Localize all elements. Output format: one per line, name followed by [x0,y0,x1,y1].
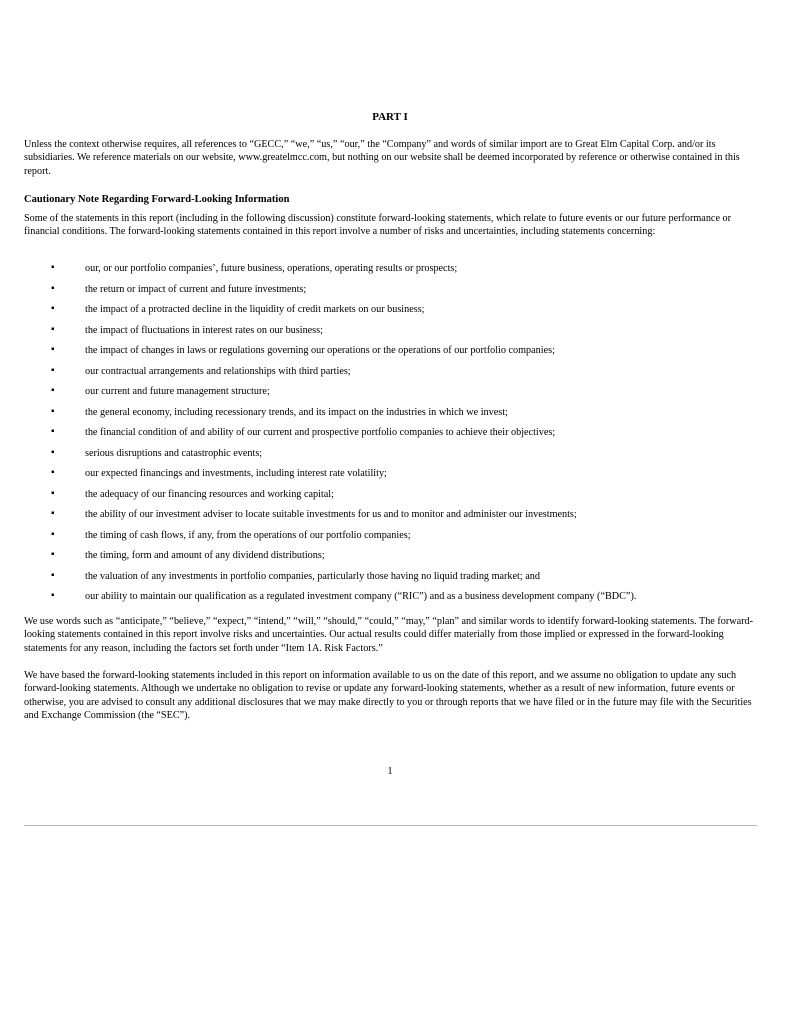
bullet-icon: ▪ [51,508,55,519]
list-item [24,488,756,509]
bullet-icon: ▪ [51,323,55,335]
list-item-text: the return or impact of current and future investments; [85,283,307,295]
bullet-icon: ▪ [51,262,55,273]
list-item [24,467,756,488]
part-title: PART I [372,111,408,123]
bullet-icon: ▪ [51,467,55,478]
list-item [24,262,756,283]
list-item-text: the adequacy of our financing resources and working capital; [85,488,334,500]
list-item [24,590,756,611]
bullet-icon: ▪ [51,426,55,437]
list-item-text: our current and future management structure; [85,386,270,397]
list-item [24,406,756,427]
list-item-text: the financial condition of and ability of our current and prospective portfolio companies to achieve their objectives; [85,427,556,438]
words-paragraph: We use words such as “anticipate,” “believe,” “expect,” “intend,” “will,” “should,” “could,” “may,” “plan” and similar words to identify forward-looking statements. The forward-looking statements contained in this report involve risks and uncertainties. Our actual results could differ materially from those implied or expressed in the forward-looking statements for any reason, including the factors set forth under “Item 1A. Risk Factors.” [24,616,754,654]
bullet-icon: ▪ [51,528,55,540]
list-item [24,303,756,324]
list-item-text: the timing of cash flows, if any, from the operations of our portfolio companies; [85,529,411,541]
list-item [24,447,756,468]
list-item [24,365,756,386]
list-item-text: the ability of our investment adviser to locate suitable investments for us and to monitor and administer our investments; [85,509,577,520]
list-item-text: the general economy, including recessionary trends, and its impact on the industries in which we invest; [85,406,508,418]
bullet-icon: ▪ [51,487,55,499]
section-intro-paragraph: Some of the statements in this report (including in the following discussion) constitute forward-looking statements, which relate to future events or our future performance or financial conditions. The forward-looking statements contained in this report involve a number of risks and uncertainties, including statements concerning: [24,213,732,238]
page-number: 1 [387,766,393,777]
bullet-icon: ▪ [51,569,55,581]
based-paragraph: We have based the forward-looking statements included in this report on information available to us on the date of this report, and we assume no obligation to update any such forward-looking statements. Although we undertake no obligation to revise or update any forward-looking statements, whether as a result of new information, future events or otherwise, you are advised to consult any additional disclosures that we may make directly to you or through reports that we have filed or in the future may file with the Securities and Exchange Commission (the “SEC”). [24,670,752,722]
list-item [24,549,756,570]
list-item-text: the impact of changes in laws or regulations governing our operations or the operations of our portfolio companies; [85,345,555,356]
list-item [24,324,756,345]
bullet-icon: ▪ [51,282,55,294]
bullet-icon: ▪ [51,364,55,376]
list-item [24,385,756,406]
list-item-text: serious disruptions and catastrophic events; [85,447,263,459]
list-item [24,570,756,591]
list-item [24,426,756,447]
list-item-text: our ability to maintain our qualification as a regulated investment company (“RIC”) and as a business development company (“BDC”). [85,591,637,602]
bullet-icon: ▪ [51,446,55,458]
list-item-text: the impact of a protracted decline in the liquidity of credit markets on our business; [85,304,425,315]
list-item [24,508,756,529]
intro-paragraph: Unless the context otherwise requires, all references to “GECC,” “we,” “us,” “our,” the “Company” and words of similar import are to Great Elm Capital Corp. and/or its subsidiaries. We reference materials on our website, www.greatelmcc.com, but nothing on our website shall be deemed incorporated by reference or otherwise contained in this report. [24,139,740,177]
list-item-text: the timing, form and amount of any dividend distributions; [85,550,325,561]
bullet-icon: ▪ [51,344,55,355]
list-item [24,344,756,365]
list-item-text: our expected financings and investments, including interest rate volatility; [85,468,387,479]
bullet-icon: ▪ [51,590,55,601]
bullet-icon: ▪ [51,303,55,314]
bullet-icon: ▪ [51,549,55,560]
page-divider [24,825,757,826]
list-item [24,283,756,304]
list-item-text: the impact of fluctuations in interest rates on our business; [85,324,323,336]
bullet-icon: ▪ [51,385,55,396]
list-item [24,529,756,550]
forward-looking-list [24,262,756,611]
list-item-text: our, or our portfolio companies’, future business, operations, operating results or prospects; [85,263,458,274]
bullet-icon: ▪ [51,405,55,417]
list-item-text: the valuation of any investments in portfolio companies, particularly those having no liquid trading market; and [85,570,540,582]
section-heading: Cautionary Note Regarding Forward-Looking Information [24,194,290,205]
list-item-text: our contractual arrangements and relationships with third parties; [85,365,351,377]
